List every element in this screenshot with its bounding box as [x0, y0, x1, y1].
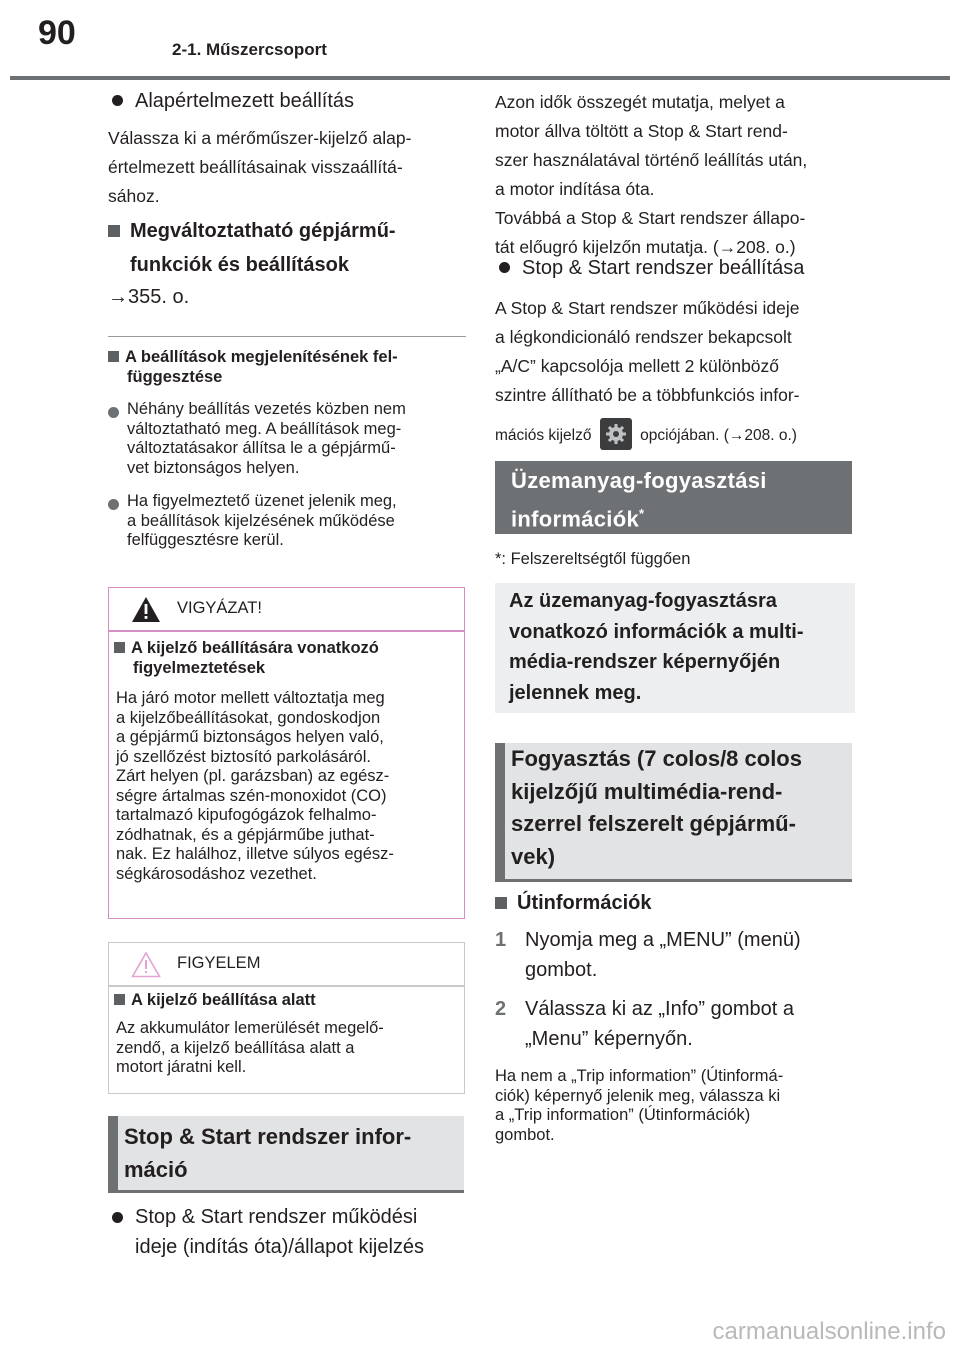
fuel-info-text: Az üzemanyag-fogyasztásra vonatkozó információk a multi- média-rendszer képernyőjén jelennek meg. — [509, 590, 804, 704]
bullet-icon — [499, 262, 510, 273]
changeable-functions-heading: Megváltoztatható gépjármű- funkciók és beállítások — [108, 214, 468, 282]
square-bullet-icon — [114, 642, 125, 653]
fuel-consumption-info-band — [495, 461, 852, 534]
step-number: 1 — [495, 929, 507, 951]
divider — [109, 630, 464, 632]
stop-start-info-band — [108, 1116, 464, 1193]
warning-box-title-row — [109, 588, 464, 630]
band-accent-bar — [495, 743, 505, 879]
square-bullet-icon — [108, 351, 119, 362]
step-1: 1 Nyomja meg a „MENU” (menü) gombot. — [495, 925, 855, 985]
trip-info-note: Ha nem a „Trip information” (Útinformá- ciók) képernyő jelenik meg, válassza ki a „Trip information” (Útinformációk) gombot. — [495, 1067, 784, 1144]
watermark: carmanualsonline.info — [712, 1318, 946, 1345]
divider — [109, 985, 464, 987]
fuel-info-box — [495, 583, 855, 713]
suspend-item-2: Ha figyelmeztető üzenet jelenik meg, a beállítások kijelzésének működése felfüggesztésre kerül. — [108, 492, 468, 551]
consumption-title: Fogyasztás (7 colos/8 colos kijelzőjű multimédia-rend- szerrel felszerelt gépjármű- vek) — [511, 746, 802, 869]
warning-triangle-icon — [131, 596, 161, 623]
step-number: 2 — [495, 998, 507, 1020]
circle-bullet-icon — [108, 499, 119, 510]
warning-box-title: VIGYÁZAT! — [177, 599, 262, 617]
consumption-band — [495, 743, 852, 882]
divider — [108, 336, 466, 337]
suspend-heading: A beállítások megjelenítésének fel- függesztése — [108, 348, 468, 387]
page-number: 90 — [38, 14, 76, 52]
stop-start-settings-last-line: mációs kijelző opciójában. (→208. o.) — [495, 418, 855, 454]
footnote: *: Felszereltségtől függően — [495, 550, 691, 568]
notice-box-text: Az akkumulátor lemerülését megelő- zendő, a kijelző beállítása alatt a motort járatni kell. — [116, 1019, 384, 1076]
square-bullet-icon — [495, 897, 507, 909]
suspend-item-1: Néhány beállítás vezetés közben nem változtatható meg. A beállítások meg- változtatásakor állítsa le a gépjármű- vet biztonságos helyen. — [108, 400, 468, 478]
bullet-icon — [112, 1212, 123, 1223]
stop-start-settings-heading: Stop & Start rendszer beállítása — [499, 257, 804, 280]
warning-box — [108, 587, 465, 919]
notice-triangle-icon — [131, 951, 161, 978]
header-rule — [10, 76, 950, 80]
changeable-functions-ref: →355. o. — [108, 286, 190, 308]
notice-box-title: FIGYELEM — [177, 954, 261, 972]
warning-box-text: Ha járó motor mellett változtatja meg a kijelzőbeállításokat, gondoskodjon a gépjármű biztonságos helyen való, jó szellőzést biztosító parkolásáról. Zárt helyen (pl. garázsban) az egész- ségre ártalmas szén-monoxidot (CO) tartalmazó kipufogógázok felhalmo- zódhatnak, és a gépjárműbe juthat- nak. Ez halálhoz, illetve súlyos egész- ségkárosodáshoz vezethet. — [116, 689, 394, 883]
bullet-icon — [112, 95, 123, 106]
circle-bullet-icon — [108, 407, 119, 418]
square-bullet-icon — [108, 225, 120, 237]
trip-info-heading: Útinformációk — [495, 892, 651, 915]
notice-box-title-row — [109, 943, 464, 985]
section-title: 2-1. Műszercsoport — [172, 40, 327, 59]
notice-box — [108, 942, 465, 1094]
stop-start-time-item: Stop & Start rendszer működési ideje (indítás óta)/állapot kijelzés — [112, 1202, 472, 1262]
stop-start-info-title: Stop & Start rendszer infor- máció — [124, 1124, 412, 1182]
step-2: 2 Válassza ki az „Info” gombot a „Menu” képernyőn. — [495, 994, 855, 1054]
stop-start-settings-text: A Stop & Start rendszer működési ideje a légkondicionáló rendszer bekapcsolt „A/C” kapcsolója mellett 2 különböző szintre állítható be a többfunkciós infor- — [495, 298, 800, 405]
fuel-consumption-info-title: Üzemanyag-fogyasztási információk* — [511, 468, 767, 532]
band-accent-bar — [108, 1116, 118, 1190]
square-bullet-icon — [114, 994, 125, 1005]
default-setting-text: Válassza ki a mérőműszer-kijelző alap- értelmezett beállításainak visszaállítá- sához. — [108, 128, 412, 206]
default-setting-heading: Alapértelmezett beállítás — [112, 90, 354, 113]
stop-start-intro-text: Azon idők összegét mutatja, melyet a motor állva töltött a Stop & Start rend- szer használatával történő leállítás után, a motor indítása óta. Továbbá a Stop & Start rendszer állapo- tát előugró kijelzőn mutatja. (→208. o.) — [495, 92, 808, 257]
warning-box-heading: A kijelző beállítására vonatkozó figyelmeztetések — [114, 639, 459, 678]
notice-box-heading: A kijelző beállítása alatt — [114, 991, 459, 1011]
gear-icon — [600, 418, 632, 450]
